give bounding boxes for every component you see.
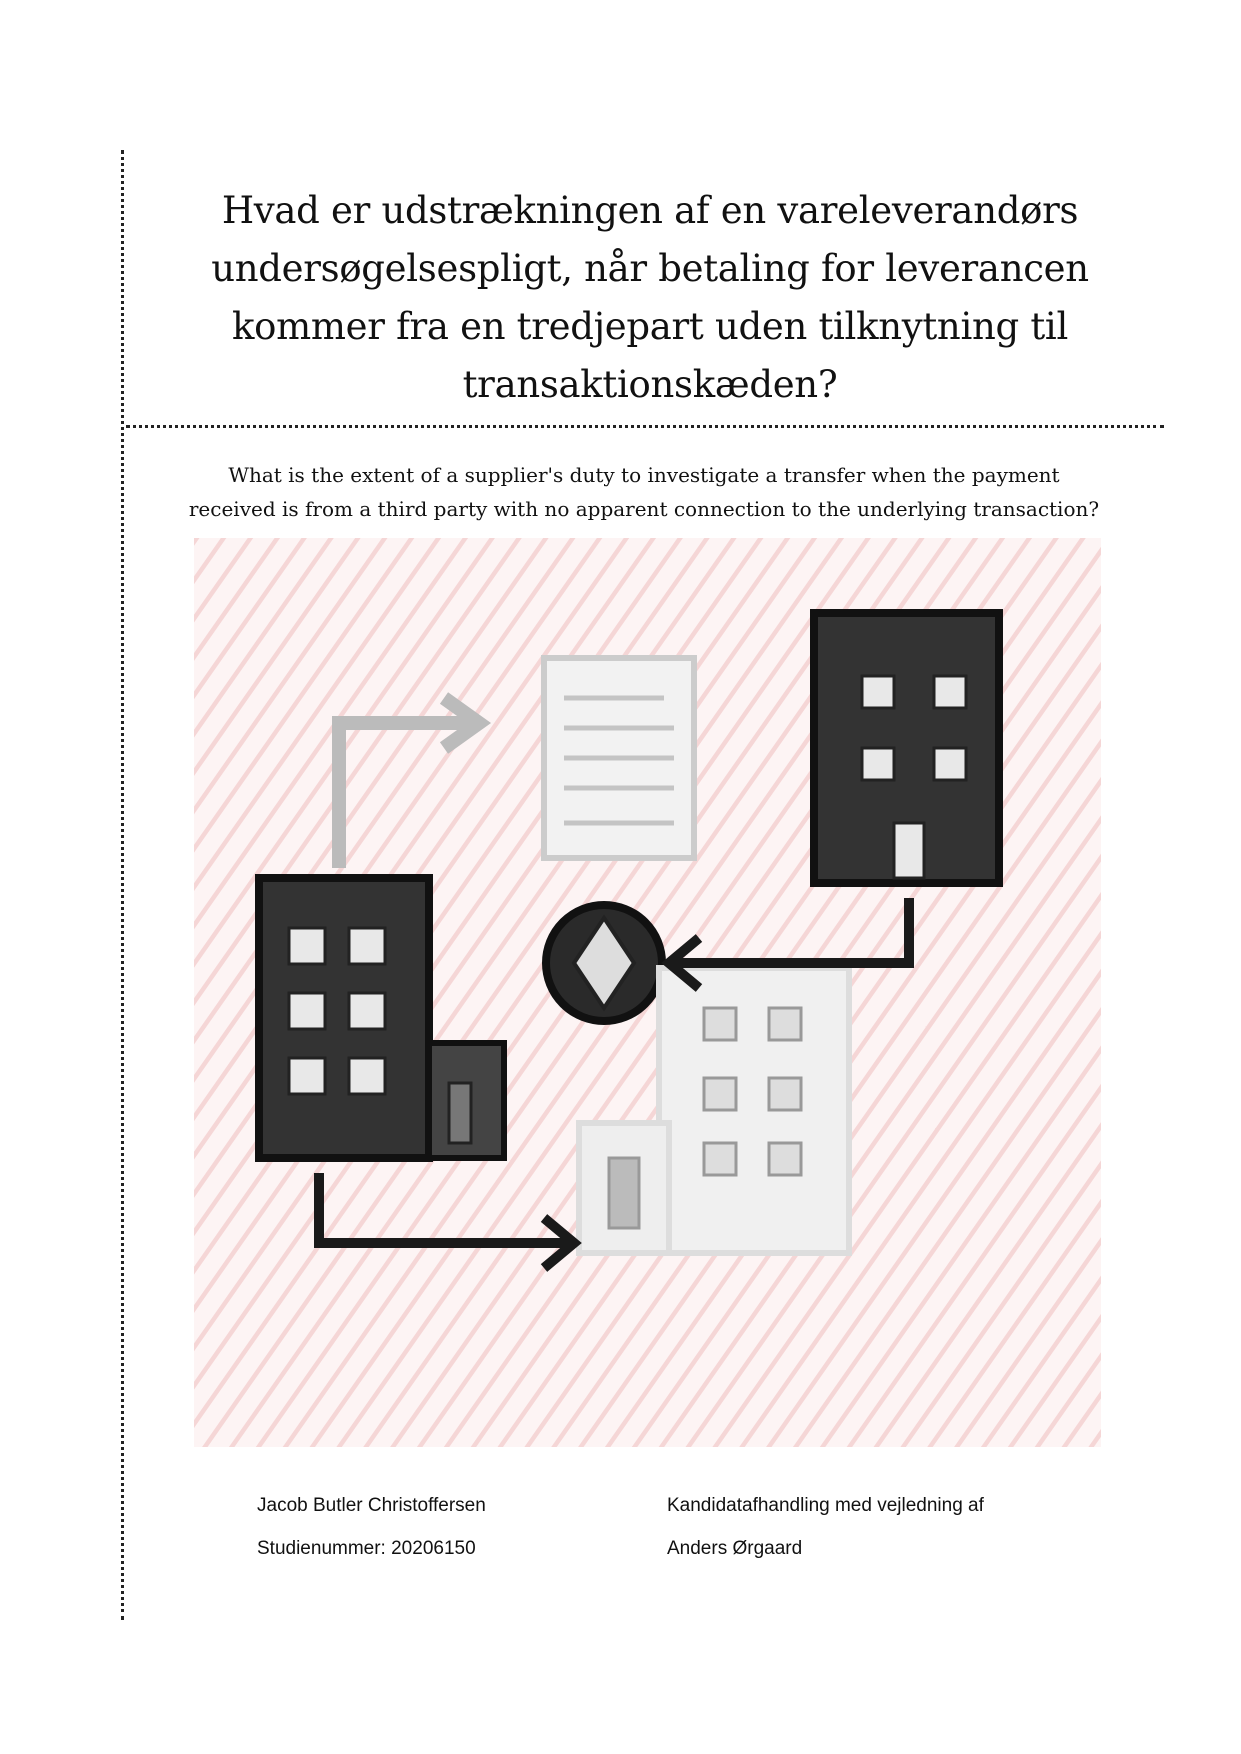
thesis-title	[150, 182, 1150, 414]
document-icon	[544, 658, 694, 858]
subtitle-line: received is from a third party with no apparent connection to the underlying transaction?	[188, 497, 1100, 521]
supervision-label: Kandidatafhandling med vejledning af	[667, 1495, 984, 1516]
title-line: Hvad er udstrækningen af en vareleverandørs	[221, 189, 1079, 232]
building-icon-dark-right	[814, 613, 999, 883]
title-line: undersøgelsespligt, når betaling for leverancen	[211, 247, 1089, 290]
subtitle-line: What is the extent of a supplier's duty to investigate a transfer when the payment	[228, 463, 1060, 487]
title-line: kommer fra en tredjepart uden tilknytning til	[231, 305, 1068, 348]
cover-illustration	[194, 538, 1101, 1447]
title-divider	[126, 425, 1164, 428]
english-subtitle	[124, 458, 1164, 526]
title-line: transaktionskæden?	[462, 363, 838, 406]
left-dotted-border	[121, 150, 124, 1620]
supervisor-name: Anders Ørgaard	[667, 1538, 803, 1559]
coin-icon	[546, 905, 662, 1021]
student-number: Studienummer: 20206150	[257, 1538, 476, 1559]
author-name: Jacob Butler Christoffersen	[257, 1495, 486, 1516]
